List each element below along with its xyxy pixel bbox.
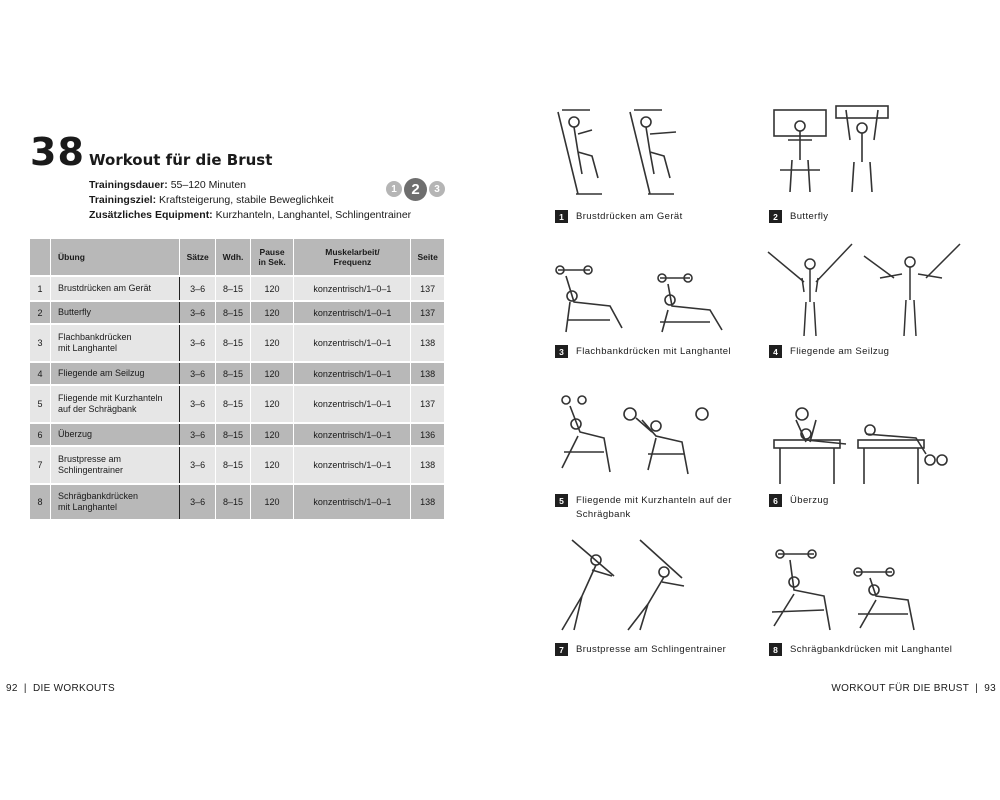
figure-label-8: 8 Schrägbankdrücken mit Langhantel	[769, 643, 952, 657]
figure-badge: 2	[769, 210, 782, 223]
row-number: 2	[30, 301, 51, 324]
figure-badge: 1	[555, 210, 568, 223]
col-wdh: Wdh.	[216, 239, 250, 276]
row-number: 1	[30, 276, 51, 301]
reps: 8–15	[216, 324, 250, 362]
level-1-badge: 1	[386, 181, 402, 197]
figure-label-1: 1 Brustdrücken am Gerät	[555, 210, 683, 224]
illustration-8-incline-bench-barbell	[764, 546, 944, 638]
section-left: DIE WORKOUTS	[32, 683, 115, 694]
reps: 8–15	[216, 301, 250, 324]
page-ref: 137	[411, 301, 445, 324]
figure-badge: 5	[555, 494, 568, 507]
table-row	[30, 362, 445, 385]
illustration-7-suspension-press	[552, 536, 722, 636]
meta-duration: Trainingsdauer: 55–120 Minuten	[89, 179, 246, 191]
table-row	[30, 385, 445, 423]
exercise-name: Fliegende am Seilzug	[51, 362, 180, 385]
page-number-left: 92	[6, 683, 18, 694]
illustration-5-incline-dumbbell-fly	[552, 392, 712, 488]
level-indicator	[386, 176, 445, 202]
exercise-name: Butterfly	[51, 301, 180, 324]
figure-badge: 4	[769, 345, 782, 358]
illustration-1-chest-press-machine	[552, 104, 692, 200]
col-uebung: Übung	[51, 239, 180, 276]
figure-badge: 7	[555, 643, 568, 656]
reps: 8–15	[216, 385, 250, 423]
reps: 8–15	[216, 362, 250, 385]
pause: 120	[250, 446, 294, 484]
illustration-4-cable-fly	[764, 238, 964, 340]
muscle-frequency: konzentrisch/1–0–1	[294, 362, 411, 385]
level-3-badge: 3	[429, 181, 445, 197]
pause: 120	[250, 276, 294, 301]
illustration-6-pullover	[766, 404, 956, 488]
exercise-name: Brustdrücken am Gerät	[51, 276, 180, 301]
exercise-name: Fliegende mit Kurzhanteln auf der Schrägbank	[51, 385, 180, 423]
workout-title: Workout für die Brust	[89, 151, 273, 169]
col-seite: Seite	[411, 239, 445, 276]
exercise-name: Überzug	[51, 423, 180, 446]
table-row	[30, 301, 445, 324]
muscle-frequency: konzentrisch/1–0–1	[294, 385, 411, 423]
col-muskel: Muskelarbeit/ Frequenz	[294, 239, 411, 276]
table-header-row	[30, 239, 445, 276]
page-ref: 137	[411, 385, 445, 423]
reps: 8–15	[216, 423, 250, 446]
figure-badge: 8	[769, 643, 782, 656]
page-ref: 138	[411, 446, 445, 484]
table-row	[30, 446, 445, 484]
table-row	[30, 484, 445, 519]
exercise-table	[30, 239, 445, 519]
figure-label-5: 5 Fliegende mit Kurzhanteln auf der Schrägbank	[555, 494, 732, 522]
pause: 120	[250, 484, 294, 519]
exercise-name: Brustpresse am Schlingentrainer	[51, 446, 180, 484]
muscle-frequency: konzentrisch/1–0–1	[294, 423, 411, 446]
row-number: 5	[30, 385, 51, 423]
col-pause: Pause in Sek.	[250, 239, 294, 276]
exercise-name: Flachbankdrücken mit Langhantel	[51, 324, 180, 362]
meta-goal: Trainingsziel: Kraftsteigerung, stabile Beweglichkeit	[89, 194, 334, 206]
sets: 3–6	[180, 484, 216, 519]
col-num	[30, 239, 51, 276]
row-number: 4	[30, 362, 51, 385]
workout-number: 38	[30, 130, 85, 174]
pause: 120	[250, 385, 294, 423]
row-number: 8	[30, 484, 51, 519]
workout-meta	[89, 178, 411, 223]
reps: 8–15	[216, 446, 250, 484]
page-ref: 137	[411, 276, 445, 301]
muscle-frequency: konzentrisch/1–0–1	[294, 276, 411, 301]
exercise-name: Schrägbankdrücken mit Langhantel	[51, 484, 180, 519]
page-ref: 138	[411, 484, 445, 519]
meta-equipment: Zusätzliches Equipment: Kurzhanteln, Langhantel, Schlingentrainer	[89, 209, 412, 221]
figure-label-2: 2 Butterfly	[769, 210, 828, 224]
row-number: 3	[30, 324, 51, 362]
pause: 120	[250, 324, 294, 362]
table-row	[30, 276, 445, 301]
sets: 3–6	[180, 324, 216, 362]
footer-left: 92 | DIE WORKOUTS	[6, 683, 115, 694]
figure-label-3: 3 Flachbankdrücken mit Langhantel	[555, 345, 731, 359]
sets: 3–6	[180, 301, 216, 324]
page-ref: 138	[411, 324, 445, 362]
sets: 3–6	[180, 385, 216, 423]
sets: 3–6	[180, 446, 216, 484]
muscle-frequency: konzentrisch/1–0–1	[294, 324, 411, 362]
muscle-frequency: konzentrisch/1–0–1	[294, 446, 411, 484]
figure-badge: 6	[769, 494, 782, 507]
pause: 120	[250, 362, 294, 385]
figure-label-6: 6 Überzug	[769, 494, 829, 508]
muscle-frequency: konzentrisch/1–0–1	[294, 484, 411, 519]
sets: 3–6	[180, 276, 216, 301]
table-row	[30, 324, 445, 362]
section-right: WORKOUT FÜR DIE BRUST	[831, 683, 970, 694]
illustration-3-bench-press-barbell	[550, 262, 740, 340]
sets: 3–6	[180, 362, 216, 385]
footer-right: WORKOUT FÜR DIE BRUST | 93	[831, 683, 996, 694]
pause: 120	[250, 423, 294, 446]
pause: 120	[250, 301, 294, 324]
figure-label-4: 4 Fliegende am Seilzug	[769, 345, 889, 359]
muscle-frequency: konzentrisch/1–0–1	[294, 301, 411, 324]
reps: 8–15	[216, 276, 250, 301]
row-number: 6	[30, 423, 51, 446]
level-2-badge-current: 2	[404, 178, 427, 201]
sets: 3–6	[180, 423, 216, 446]
illustration-2-butterfly	[766, 100, 896, 200]
figure-label-7: 7 Brustpresse am Schlingentrainer	[555, 643, 726, 657]
page-ref: 136	[411, 423, 445, 446]
col-saetze: Sätze	[180, 239, 216, 276]
reps: 8–15	[216, 484, 250, 519]
row-number: 7	[30, 446, 51, 484]
figure-badge: 3	[555, 345, 568, 358]
page-number-right: 93	[984, 683, 996, 694]
table-row	[30, 423, 445, 446]
page-ref: 138	[411, 362, 445, 385]
